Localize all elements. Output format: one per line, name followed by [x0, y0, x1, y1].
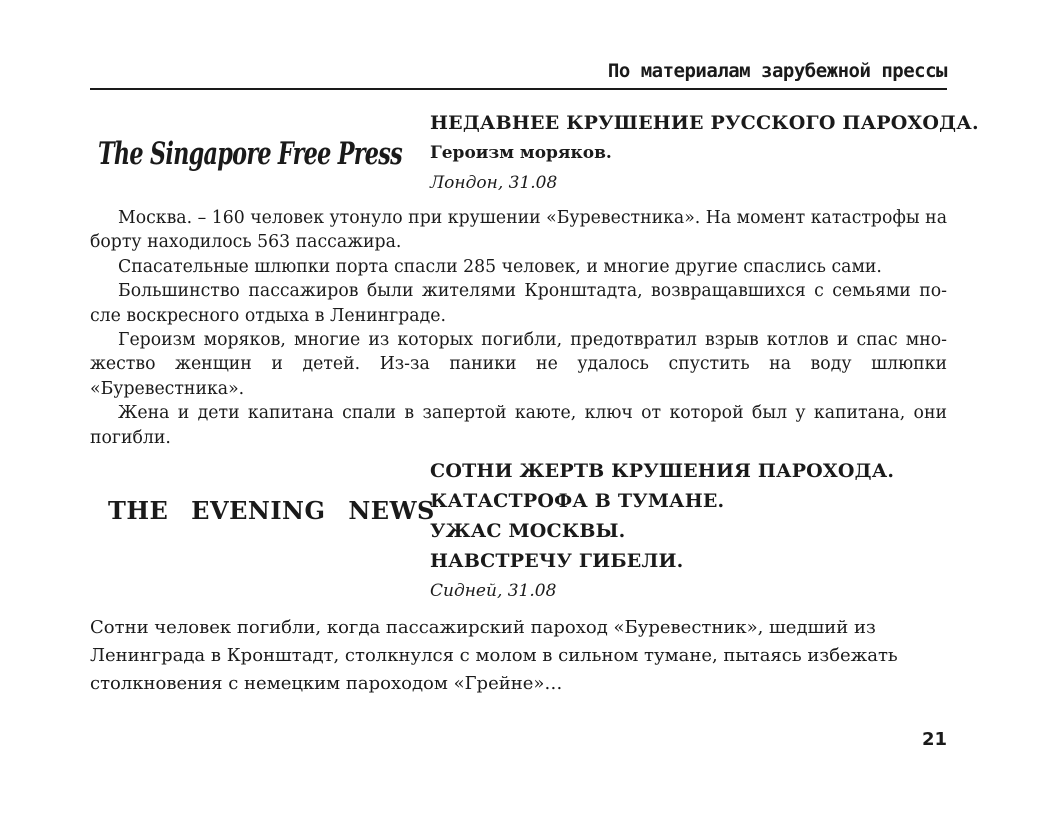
article2-paragraph: Сотни человек погибли, когда пассажирский пароход «Буревестник», шедший из Ленинграда в Кронштадт, столкнулся с молом в сильном тумане, пытаясь избежать столкновения с немецким пароходом «Грейне»…: [90, 617, 898, 694]
article1-heading: [430, 108, 979, 198]
article2-heading: [430, 456, 894, 606]
article1-paragraph: Жена и дети капитана спали в запертой каюте, ключ от которой был у капитана, они погибли.: [90, 403, 947, 448]
article1-dateline: Лондон, 31.08: [430, 173, 558, 193]
masthead-singapore-free-press-logo: [96, 128, 406, 180]
article1-paragraph: Спасательные шлюпки порта спасли 285 человек, и многие другие спаслись сами.: [118, 256, 882, 277]
article2-headline: КАТАСТРОФА В ТУМАНЕ.: [430, 490, 725, 512]
masthead-evening-news: THE EVENING NEWS: [108, 496, 435, 525]
article1-body: [90, 206, 947, 450]
masthead-singapore-free-press-text: The Singapore Free Press: [98, 136, 403, 172]
article1-subhead: Героизм моряков.: [430, 143, 612, 163]
article2-headline: НАВСТРЕЧУ ГИБЕЛИ.: [430, 550, 684, 572]
article1-paragraph: Героизм моряков, многие из которых погибли, предотвратил взрыв котлов и спас множество женщин и детей. Из-за паники не удалось спустить на воду шлюпки «Буревестника».: [90, 330, 947, 399]
article2-headline: СОТНИ ЖЕРТВ КРУШЕНИЯ ПАРОХОДА.: [430, 460, 895, 482]
article2-headline: УЖАС МОСКВЫ.: [430, 520, 626, 542]
section-title: По материалам зарубежной прессы: [607, 60, 947, 82]
article1-paragraph: Москва. – 160 человек утонуло при крушении «Буревестника». На момент катастрофы на борту находилось 563 пассажира.: [90, 208, 947, 253]
header-rule: [90, 88, 947, 90]
article1-paragraph: Большинство пассажиров были жителями Кронштадта, возвращавшихся с семьями после воскресного отдыха в Ленинграде.: [90, 281, 947, 326]
article2-dateline: Сидней, 31.08: [430, 581, 557, 601]
article2-body: [90, 614, 920, 698]
page-number: 21: [921, 729, 947, 750]
article1-headline: НЕДАВНЕЕ КРУШЕНИЕ РУССКОГО ПАРОХОДА.: [430, 112, 979, 134]
